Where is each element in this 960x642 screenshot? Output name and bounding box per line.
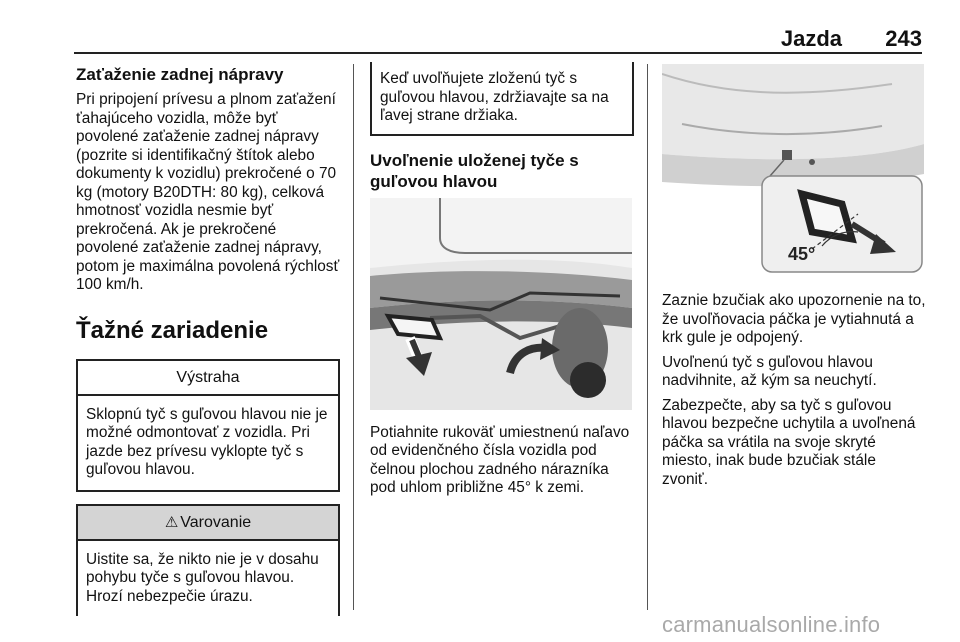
towbar-handle-illustration-icon xyxy=(370,198,632,410)
page-header xyxy=(0,0,960,52)
lift-text: Uvoľnenú tyč s guľovou hlavou nadvihnite, až kým sa neuchytí. xyxy=(662,353,877,389)
secure-text: Zabezpečte, aby sa tyč s guľovou hlavou bezpečne uchytila a uvoľnená páčka sa vrátila na svoje skryté miesto, inak bude bzučiak stále zvoniť. xyxy=(662,396,916,488)
caution-title: Výstraha xyxy=(78,361,338,396)
watermark: carmanualsonline.info xyxy=(662,612,881,637)
buzzer-text: Zaznie bzučiak ako upozornenie na to, že uvoľňovacia páčka je vytiahnutá a krk gule je odpojený. xyxy=(662,292,926,346)
warning-title: Varovanie xyxy=(180,513,252,531)
caution-box xyxy=(76,359,340,492)
column-right xyxy=(662,64,926,495)
pull-handle-text: Potiahnite rukoväť umiestnenú naľavo od evidenčného čísla vozidla pod čelnou plochou zadného nárazníka pod uhlom približne 45° k zemi. xyxy=(370,423,630,496)
bumper-release-illustration-icon xyxy=(662,64,924,274)
column-divider-2 xyxy=(647,64,648,610)
warning-title-bar xyxy=(78,506,338,541)
column-left xyxy=(76,64,340,616)
angle-label: 45° xyxy=(788,244,816,264)
bumper-release-figure xyxy=(662,64,924,274)
column-divider-1 xyxy=(353,64,354,610)
warning-triangle-icon: ⚠ xyxy=(164,513,179,531)
column-middle xyxy=(370,64,634,504)
warning-box xyxy=(76,504,340,617)
towing-device-heading: Ťažné zariadenie xyxy=(76,316,269,344)
warning-text: Uistite sa, že nikto nie je v dosahu pohybu tyče s guľovou hlavou. Hrozí nebezpečie úrazu. xyxy=(86,550,319,605)
towbar-handle-figure xyxy=(370,198,632,410)
note-box: Keď uvoľňujete zloženú tyč s guľovou hlavou, zdržiavajte sa na ľavej strane držiaka. xyxy=(370,62,634,136)
axle-load-heading: Zaťaženie zadnej nápravy xyxy=(76,65,284,84)
axle-load-text: Pri pripojení prívesu a plnom zaťažení ťahajúceho vozidla, môže byť povolené zaťaženie zadnej nápravy (pozrite si identifikačný štítok alebo dokumenty k vozidlu) prekročené o 70 kg (motory B20DTH: 80 kg), celková hmotnosť vozidla nesmie byť prekročená. Ak je prekročené povolené zaťaženie zadnej nápravy, potom je maximálna povolená rýchlosť 100 km/h. xyxy=(76,91,340,293)
release-heading: Uvoľnenie uloženej tyče s guľovou hlavou xyxy=(370,150,579,191)
page-number: 243 xyxy=(885,26,922,51)
header-rule xyxy=(74,52,922,54)
caution-text: Sklopnú tyč s guľovou hlavou nie je možné odmontovať z vozidla. Pri jazde bez prívesu vyklopte tyč s guľovou hlavou. xyxy=(86,405,328,478)
section-title: Jazda xyxy=(780,26,842,51)
